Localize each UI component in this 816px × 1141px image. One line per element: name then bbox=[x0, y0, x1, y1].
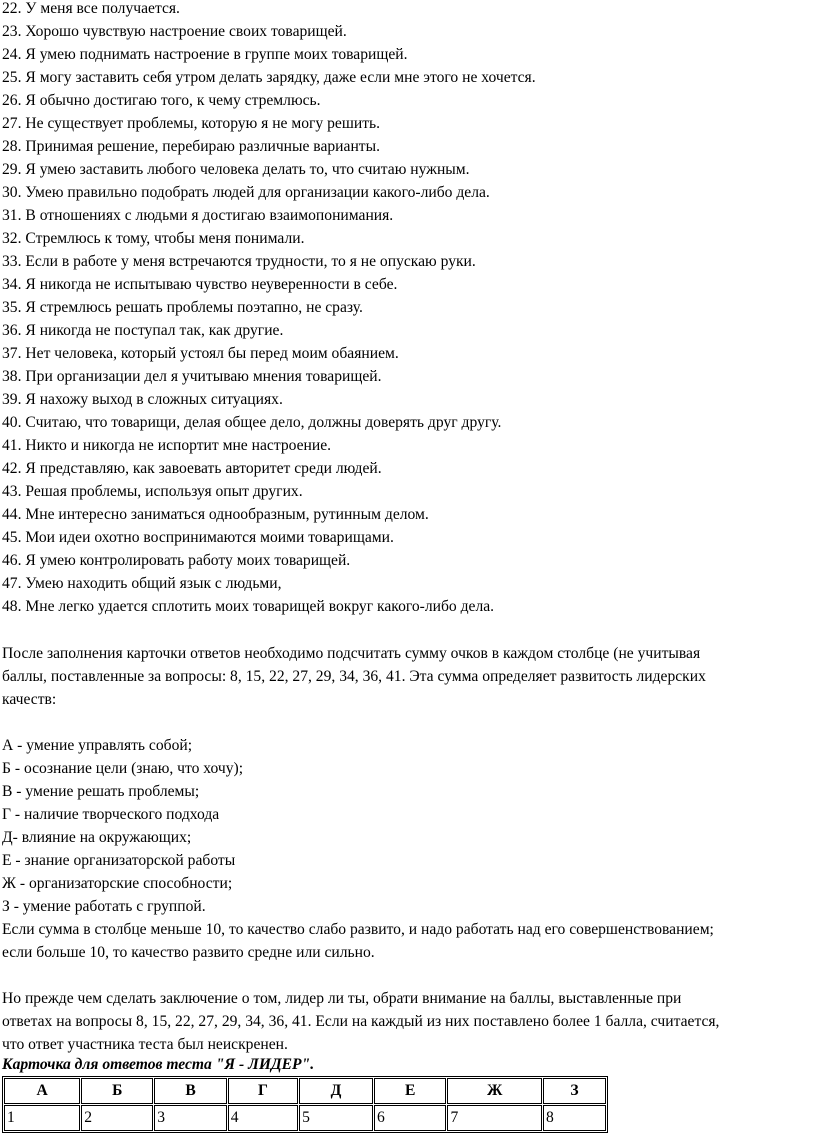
table-cell[interactable]: 8 bbox=[543, 1105, 606, 1131]
table-cell[interactable]: 3 bbox=[154, 1105, 226, 1131]
question-item: 45. Мои идеи охотно воспринимаются моими товарищами. bbox=[2, 529, 394, 546]
question-item: 40. Считаю, что товарищи, делая общее дело, должны доверять друг другу. bbox=[2, 414, 502, 431]
quality-item: Б - осознание цели (знаю, что хочу); bbox=[2, 760, 244, 777]
question-item: 35. Я стремлюсь решать проблемы поэтапно, не сразу. bbox=[2, 299, 363, 316]
table-cell[interactable]: 7 bbox=[447, 1105, 542, 1131]
column-header-g: Г bbox=[228, 1078, 298, 1104]
column-header-z: З bbox=[543, 1078, 606, 1104]
question-item: 33. Если в работе у меня встречаются трудности, то я не опускаю руки. bbox=[2, 253, 476, 270]
score-rule-line: Если сумма в столбце меньше 10, то качество слабо развито, и надо работать над его совершенствованием; bbox=[2, 921, 714, 938]
answer-card-title: Карточка для ответов теста "Я - ЛИДЕР". bbox=[2, 1056, 315, 1073]
question-item: 23. Хорошо чувствую настроение своих товарищей. bbox=[2, 23, 347, 40]
question-item: 46. Я умею контролировать работу моих товарищей. bbox=[2, 552, 351, 569]
quality-item: З - умение работать с группой. bbox=[2, 898, 206, 915]
sincerity-note-line: что ответ участника теста был неискренен. bbox=[2, 1036, 288, 1053]
question-item: 25. Я могу заставить себя утром делать зарядку, даже если мне этого не хочется. bbox=[2, 69, 536, 86]
question-item: 22. У меня все получается. bbox=[2, 0, 180, 17]
question-item: 41. Никто и никогда не испортит мне настроение. bbox=[2, 437, 332, 454]
instructions-line: После заполнения карточки ответов необходимо подсчитать сумму очков в каждом столбце (не учитывая bbox=[2, 645, 701, 662]
table-cell[interactable]: 2 bbox=[81, 1105, 153, 1131]
instructions-line: баллы, поставленные за вопросы: 8, 15, 22, 27, 29, 34, 36, 41. Эта сумма определяет развитость лидерских bbox=[2, 668, 706, 685]
column-header-a: А bbox=[4, 1078, 80, 1104]
question-item: 42. Я представляю, как завоевать авторитет среди людей. bbox=[2, 460, 382, 477]
question-item: 36. Я никогда не поступал так, как другие. bbox=[2, 322, 284, 339]
answer-card-header-row bbox=[4, 1078, 606, 1104]
quality-item: Ж - организаторские способности; bbox=[2, 875, 233, 892]
table-cell[interactable]: 1 bbox=[4, 1105, 80, 1131]
question-item: 26. Я обычно достигаю того, к чему стремлюсь. bbox=[2, 92, 321, 109]
table-cell[interactable]: 6 bbox=[374, 1105, 446, 1131]
question-item: 39. Я нахожу выход в сложных ситуациях. bbox=[2, 391, 283, 408]
quality-item: Е - знание организаторской работы bbox=[2, 852, 236, 869]
question-item: 37. Нет человека, который устоял бы перед моим обаянием. bbox=[2, 345, 399, 362]
quality-item: Г - наличие творческого подхода bbox=[2, 806, 220, 823]
column-header-b: Б bbox=[81, 1078, 153, 1104]
question-item: 27. Не существует проблемы, которую я не могу решить. bbox=[2, 115, 381, 132]
column-header-v: В bbox=[154, 1078, 226, 1104]
table-cell[interactable]: 4 bbox=[228, 1105, 298, 1131]
question-item: 38. При организации дел я учитываю мнения товарищей. bbox=[2, 368, 382, 385]
sincerity-note-line: ответах на вопросы 8, 15, 22, 27, 29, 34, 36, 41. Если на каждый из них поставлено более 1 балла, считается, bbox=[2, 1013, 720, 1030]
question-item: 32. Стремлюсь к тому, чтобы меня понимали. bbox=[2, 230, 305, 247]
question-item: 30. Умею правильно подобрать людей для организации какого-либо дела. bbox=[2, 184, 490, 201]
question-item: 24. Я умею поднимать настроение в группе моих товарищей. bbox=[2, 46, 408, 63]
quality-item: В - умение решать проблемы; bbox=[2, 783, 200, 800]
table-row bbox=[4, 1105, 606, 1131]
question-item: 44. Мне интересно заниматься однообразным, рутинным делом. bbox=[2, 506, 429, 523]
column-header-zh: Ж bbox=[447, 1078, 542, 1104]
question-item: 43. Решая проблемы, используя опыт других. bbox=[2, 483, 303, 500]
question-item: 29. Я умею заставить любого человека делать то, что считаю нужным. bbox=[2, 161, 470, 178]
instructions-line: качеств: bbox=[2, 691, 57, 708]
question-item: 34. Я никогда не испытываю чувство неуверенности в себе. bbox=[2, 276, 398, 293]
answer-card-table bbox=[2, 1076, 608, 1133]
question-item: 48. Мне легко удается сплотить моих товарищей вокруг какого-либо дела. bbox=[2, 598, 495, 615]
column-header-d: Д bbox=[299, 1078, 373, 1104]
question-item: 31. В отношениях с людьми я достигаю взаимопонимания. bbox=[2, 207, 394, 224]
question-item: 28. Принимая решение, перебираю различные варианты. bbox=[2, 138, 380, 155]
question-item: 47. Умею находить общий язык с людьми, bbox=[2, 575, 282, 592]
sincerity-note-line: Но прежде чем сделать заключение о том, лидер ли ты, обрати внимание на баллы, выставленные при bbox=[2, 990, 682, 1007]
score-rule-line: если больше 10, то качество развито средне или сильно. bbox=[2, 944, 375, 961]
table-cell[interactable]: 5 bbox=[299, 1105, 373, 1131]
quality-item: А - умение управлять собой; bbox=[2, 737, 193, 754]
column-header-e: Е bbox=[374, 1078, 446, 1104]
quality-item: Д- влияние на окружающих; bbox=[2, 829, 192, 846]
